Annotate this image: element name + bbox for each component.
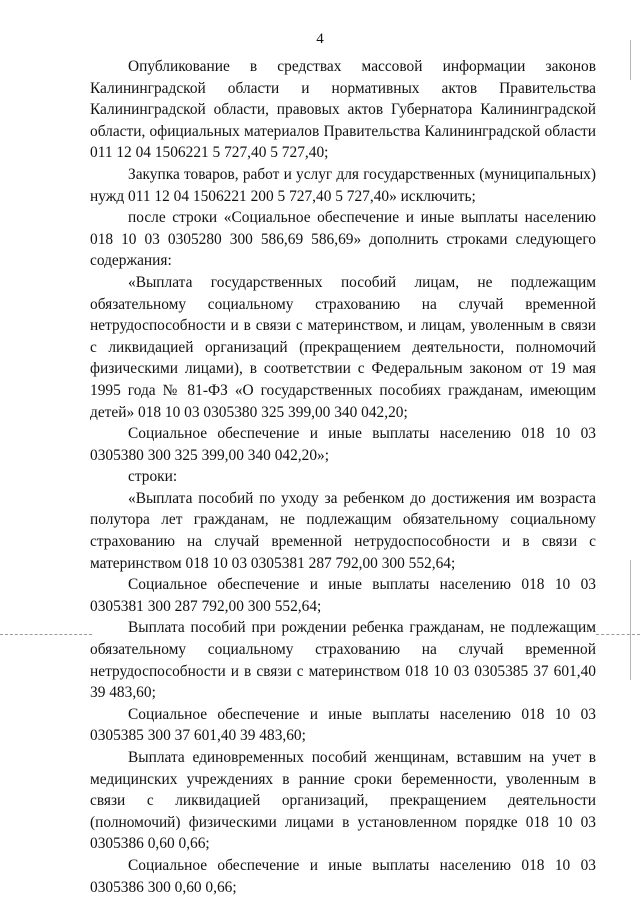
paragraph-insert-after: после строки «Социальное обеспечение и иные выплаты населению 018 10 03 0305280 300 586,69 586,69» дополнить строками следующего содержания:: [90, 209, 596, 270]
paragraph-state-benefits: «Выплата государственных пособий лицам, не подлежащим обязательному социальному страхованию на случай временной нетрудоспособности и в связи с материнством, и лицам, уволенным в связи с ликвидацией организаций (прекращением деятельности, полномочий физическими лицами), в соответствии с Федеральным законом от 19 мая 1995 года № 81-ФЗ «О государственных пособиях гражданам, имеющим детей» 018 10 03 0305380 325 399,00 340 042,20;: [90, 273, 596, 421]
paragraph-publication: Опубликование в средствах массовой информации законов Калининградской области и нормативных актов Правительства Калининградской области, правовых актов Губернатора Калининградской области, официальных материалов Правительства Калининградской области 011 12 04 1506221 5 727,40 5 727,40;: [90, 58, 596, 162]
paragraph-social-security-0305381: Социальное обеспечение и иные выплаты населению 018 10 03 0305381 300 287 792,00 300 552,64;: [90, 576, 596, 615]
page-number: 4: [316, 31, 324, 47]
paragraph-social-security-0305386: Социальное обеспечение и иные выплаты населению 018 10 03 0305386 300 0,60 0,66;: [90, 856, 596, 896]
paragraph-social-security-0305385: Социальное обеспечение и иные выплаты населению 018 10 03 0305385 300 37 601,40 39 483,60;: [90, 705, 596, 745]
paragraph-birth-benefit: Выплата пособий при рождении ребенка гражданам, не подлежащим обязательному социальному страхованию на случай временной нетрудоспособности и в связи с материнством 018 10 03 0305385 37 601,40 39 483,60;: [90, 619, 596, 702]
document-body: [90, 56, 596, 898]
scan-edge-mark-middle: [630, 560, 631, 680]
scan-edge-mark-top: [630, 40, 631, 80]
paragraph-childcare-benefit: «Выплата пособий по уходу за ребенком до достижения им возраста полутора лет гражданам, не подлежащим обязательному социальному страхованию на случай временной нетрудоспособности и в связи с материнством 018 10 03 0305381 287 792,00 300 552,64;: [90, 489, 596, 572]
paragraph-lines-label: строки:: [128, 468, 178, 486]
scan-fold-line-right: [596, 634, 640, 635]
paragraph-early-pregnancy-benefit: Выплата единовременных пособий женщинам, вставшим на учет в медицинских учреждениях в ранние сроки беременности, уволенным в связи с ликвидацией организаций, прекращением деятельности (полномочий) физическими лицами в установленном порядке 018 10 03 0305386 0,60 0,66;: [90, 749, 596, 853]
paragraph-procurement: Закупка товаров, работ и услуг для государственных (муниципальных) нужд 011 12 04 1506221 200 5 727,40 5 727,40» исключить;: [90, 165, 596, 205]
scan-fold-line-left: [0, 634, 92, 635]
paragraph-social-security-0305380: Социальное обеспечение и иные выплаты населению 018 10 03 0305380 300 325 399,00 340 042,20»;: [90, 425, 596, 464]
